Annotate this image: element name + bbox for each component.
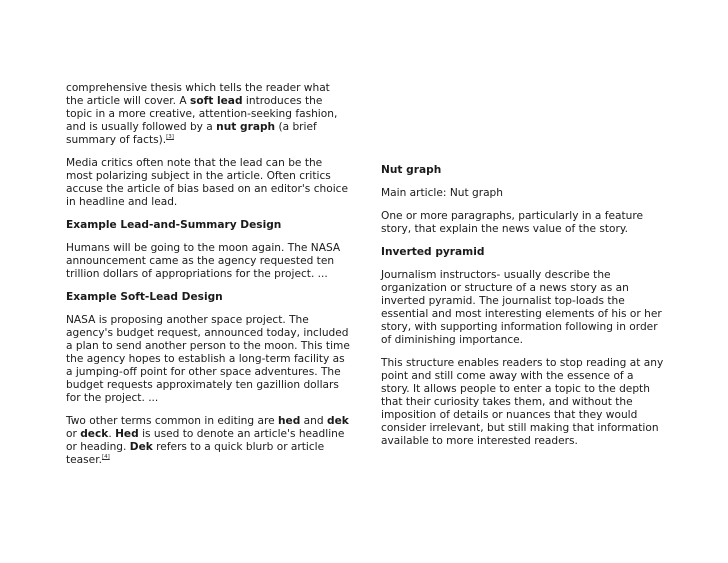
text-run: introduces the topic in a more creative, attention-seeking fashion, and is usually followed by a	[66, 95, 338, 133]
text-run: or	[66, 428, 81, 440]
citation-link[interactable]: [3]	[166, 134, 174, 140]
text-run: .	[108, 428, 116, 440]
soft-lead-paragraph	[66, 82, 350, 147]
term-dek-capital: Dek	[129, 441, 153, 453]
text-run: (a brief summary of facts).	[66, 121, 317, 146]
term-hed-capital: Hed	[115, 428, 139, 440]
text-run: refers to a quick blurb or article teaser.	[66, 441, 325, 466]
hed-dek-paragraph	[66, 415, 350, 467]
text-run: is used to denote an article's headline or heading.	[66, 428, 345, 453]
right-column	[381, 164, 665, 458]
lead-summary-example: Humans will be going to the moon again. The NASA announcement came as the agency requested ten trillion dollars of appropriations for the project. ...	[66, 242, 341, 280]
inverted-pyramid-heading: Inverted pyramid	[381, 246, 485, 258]
term-soft-lead: soft lead	[190, 95, 243, 107]
structure-paragraph: This structure enables readers to stop reading at any point and still come away with the essence of a story. It allows people to enter a topic to the depth that their curiosity takes them, and without the imposition of details or nuances that they would consider irrelevant, but still making that information available to more interested readers.	[381, 357, 664, 447]
soft-lead-example: NASA is proposing another space project. The agency's budget request, announced today, included a plan to send another person to the moon. This time the agency hopes to establish a long-term facility as a jumping-off point for other space adventures. The budget requests approximately ten gazillion dollars for the project. ...	[66, 314, 350, 404]
term-dek: dek	[326, 415, 349, 427]
soft-lead-heading: Example Soft-Lead Design	[66, 291, 223, 303]
nut-graph-paragraph: One or more paragraphs, particularly in a feature story, that explain the news value of the story.	[381, 210, 643, 235]
term-deck: deck	[80, 428, 109, 440]
term-hed: hed	[278, 415, 301, 427]
text-run: comprehensive thesis which tells the reader what the article will cover. A	[66, 82, 330, 107]
main-article-note: Main article: Nut graph	[381, 187, 503, 199]
inverted-pyramid-paragraph: Journalism instructors- usually describe the organization or structure of a news story as an inverted pyramid. The journalist top-loads the essential and most interesting elements of his or her story, with supporting information following in order of diminishing importance.	[381, 269, 662, 346]
text-run: and	[300, 415, 327, 427]
term-nut-graph: nut graph	[216, 121, 276, 133]
lead-summary-heading: Example Lead-and-Summary Design	[66, 219, 282, 231]
media-critics-paragraph: Media critics often note that the lead can be the most polarizing subject in the article. Often critics accuse the article of bias based on an editor's choice in headline and lead.	[66, 157, 348, 208]
text-run: Two other terms common in editing are	[66, 415, 278, 427]
nut-graph-heading: Nut graph	[381, 164, 442, 176]
citation-link[interactable]: [4]	[101, 454, 110, 460]
left-column	[66, 82, 350, 477]
